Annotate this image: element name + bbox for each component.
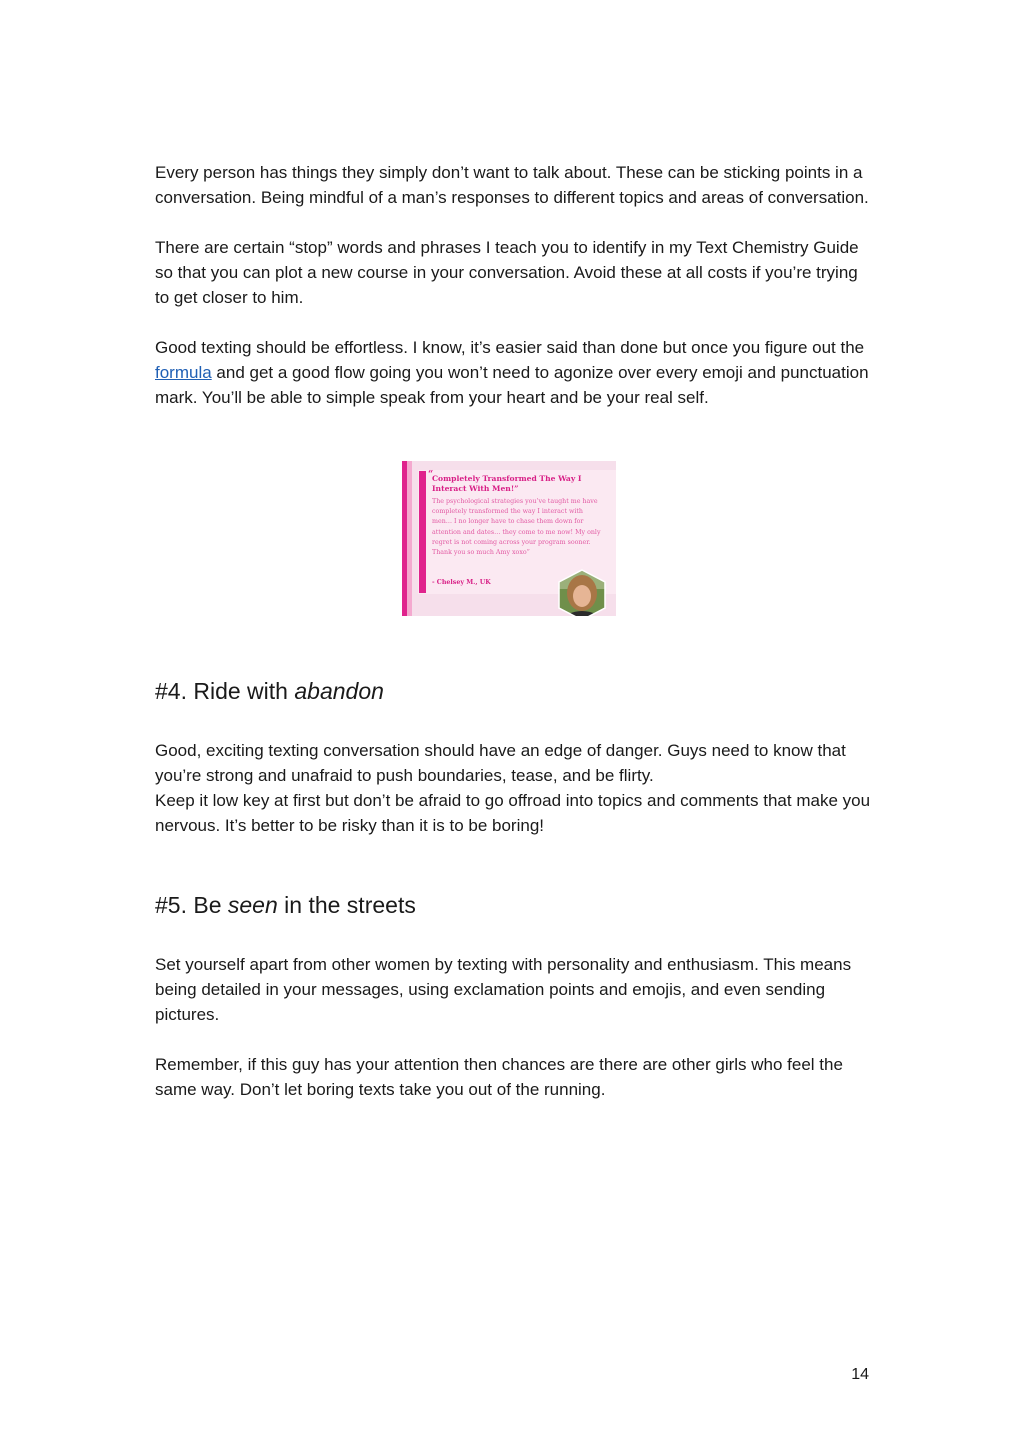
section-5-heading-text: #5. Be	[155, 892, 228, 918]
section-4-heading-emphasis: abandon	[294, 678, 384, 704]
quote-mark-icon: “	[428, 470, 434, 480]
section-4-paragraph-2: Keep it low key at first but don’t be afraid to go offroad into topics and comments that make you nervous. It’s better to be risky than it is to be boring!	[155, 791, 871, 835]
section-5-paragraph-1: Set yourself apart from other women by texting with personality and enthusiasm. This means being detailed in your messages, using exclamation points and emojis, and even sending pictures.	[155, 955, 852, 1024]
section-5-paragraph-2: Remember, if this guy has your attention then chances are there are other girls who feel the same way. Don’t let boring texts take you out of the running.	[155, 1055, 843, 1099]
stop-words-paragraph: There are certain “stop” words and phrases I teach you to identify in my Text Chemistry Guide so that you can plot a new course in your conversation. Avoid these at all costs if you’re trying to get closer to him.	[155, 238, 859, 307]
section-4-paragraph-1: Good, exciting texting conversation should have an edge of danger. Guys need to know that you’re strong and unafraid to push boundaries, tease, and be flirty.	[155, 741, 846, 785]
section-4-heading	[155, 676, 384, 706]
testimonial-author: - Chelsey M., UK	[432, 579, 491, 586]
section-5-heading-emphasis: seen	[227, 892, 278, 918]
intro-paragraph: Every person has things they simply don’t want to talk about. These can be sticking points in a conversation. Being mindful of a man’s responses to different topics and areas of conversation.	[155, 163, 869, 207]
card-edge-strip-light	[407, 461, 412, 616]
section-5-heading-suffix: in the streets	[277, 892, 416, 918]
testimonial-card	[402, 461, 616, 616]
section-4-heading-text: #4. Ride with	[155, 678, 295, 704]
effortless-text-end: and get a good flow going you won’t need to agonize over every emoji and punctuation mark. You’ll be able to simple speak from your heart and be your real self.	[155, 363, 869, 407]
effortless-paragraph	[155, 335, 875, 410]
testimonial-title: Completely Transformed The Way I Interact With Men!”	[432, 474, 582, 493]
testimonial-accent-bar	[419, 471, 426, 593]
effortless-text-start: Good texting should be effortless. I know, it’s easier said than done but once you figure out the	[155, 338, 865, 357]
testimonial-body: The psychological strategies you’ve taught me have completely transformed the way I interact with men… I no longer have to chase them down for attention and dates… they come to me now! My only regret is not coming across your program sooner. Thank you so much Amy xoxo”	[432, 498, 601, 557]
page-number: 14	[851, 1366, 869, 1383]
formula-link[interactable]: formula	[155, 363, 212, 382]
testimonial-avatar	[557, 569, 607, 616]
section-5-heading	[155, 890, 416, 920]
